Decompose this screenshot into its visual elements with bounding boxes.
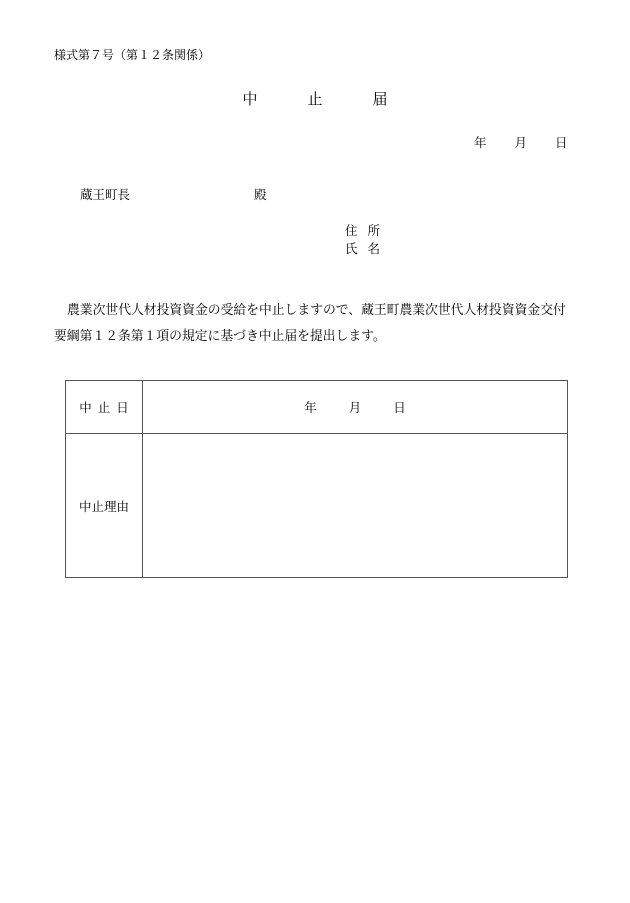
stop-date-year: 年 [304,400,317,415]
stop-reason-row [66,434,568,578]
title-char-2: 止 [307,90,323,108]
address-label-char-1: 住 [345,223,358,238]
name-label-char-2: 名 [367,241,381,256]
document-title [0,92,630,107]
stop-date-label-char-2: 止 [97,400,111,415]
form-number: 様式第７号（第１２条関係） [54,48,211,62]
submission-date [474,137,568,150]
stop-date-field[interactable] [143,381,568,434]
date-month-label: 月 [514,135,528,150]
stop-date-label-char-3: 日 [116,400,129,415]
stop-date-day: 日 [393,400,406,415]
name-label [345,243,380,256]
address-label-char-2: 所 [367,223,381,238]
stop-date-label [66,381,143,434]
stop-date-label-char-1: 中 [79,400,92,415]
date-day-label: 日 [555,135,568,150]
address-label [345,225,380,238]
date-year-label: 年 [474,135,487,150]
stop-date-month: 月 [348,400,362,415]
stop-info-table [65,380,568,578]
honorific: 殿 [254,187,267,202]
stop-reason-label: 中止理由 [66,434,143,578]
stop-reason-field[interactable] [143,434,568,578]
title-char-1: 中 [242,90,258,108]
stop-date-row [66,381,568,434]
name-label-char-1: 氏 [345,241,358,256]
title-char-3: 届 [372,90,388,108]
body-text: 農業次世代人材投資資金の受給を中止しますので、蔵王町農業次世代人材投資資金交付要綱第１２条第１項の規定に基づき中止届を提出します。 [54,303,566,344]
addressee: 蔵王町長 [80,187,131,202]
